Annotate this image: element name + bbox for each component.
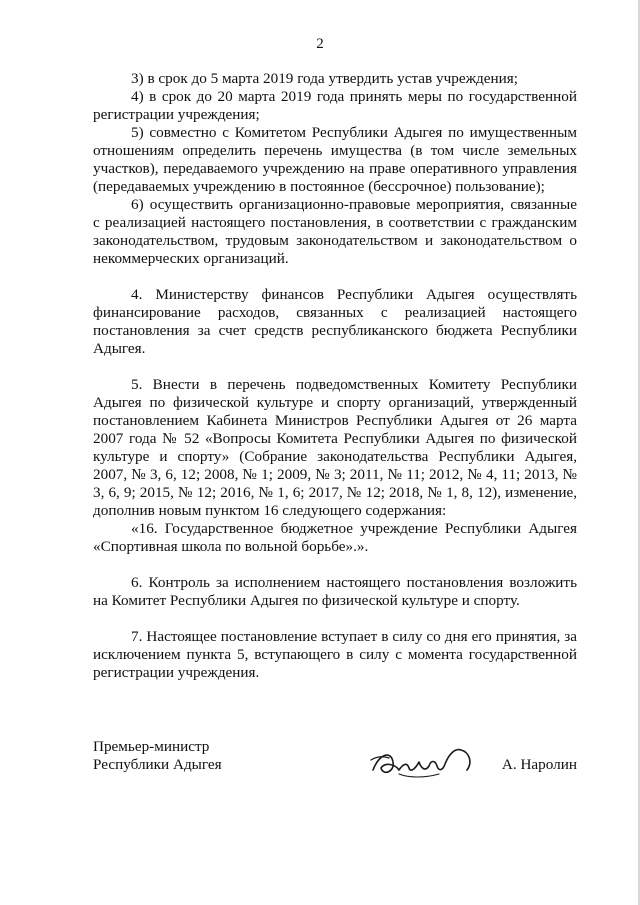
signer-position [93, 738, 222, 774]
paragraph-point-5: 5. Внести в перечень подведомственных Комитету Республики Адыгея по физической культуре и спорту организаций, утвержденный постановлением Кабинета Министров Республики Адыгея от 26 марта 2007 года № 52 «Вопросы Комитета Республики Адыгея по физической культуре и спорту» (Собрание законодательства Республики Адыгея, 2007, № 3, 6, 12; 2008, № 1; 2009, № 3; 2011, № 11; 2012, № 4, 11; 2013, № 3, 6, 9; 2015, № 12; 2016, № 1, 6; 2017, № 12; 2018, № 1, 8, 12), изменение, дополнив новым пунктом 16 следующего содержания: [93, 376, 577, 519]
paragraph-item-3: 3) в срок до 5 марта 2019 года утвердить устав учреждения; [131, 70, 518, 87]
paragraph-item-4: 4) в срок до 20 марта 2019 года принять меры по государственной регистрации учреждения; [93, 88, 577, 123]
signer-position-line2: Республики Адыгея [93, 756, 222, 773]
handwritten-signature [369, 740, 479, 784]
page-number: 2 [316, 36, 324, 52]
paragraph-point-6: 6. Контроль за исполнением настоящего постановления возложить на Комитет Республики Адыгея по физической культуре и спорту. [93, 574, 577, 609]
signer-position-line1: Премьер-министр [93, 738, 210, 755]
signer-name: А. Наролин [501, 756, 577, 773]
paragraph-item-6: 6) осуществить организационно-правовые мероприятия, связанные с реализацией настоящего постановления, в соответствии с гражданским законодательством, трудовым законодательством и законодательством о некоммерческих организаций. [93, 196, 577, 267]
paragraph-item-5: 5) совместно с Комитетом Республики Адыгея по имущественным отношениям определить перечень имущества (в том числе земельных участков), передаваемого учреждению на праве оперативного управления (передаваемых учреждению в постоянное (бессрочное) пользование); [93, 124, 577, 195]
paragraph-point-16-quote: «16. Государственное бюджетное учреждение Республики Адыгея «Спортивная школа по вольной борьбе».». [93, 520, 577, 555]
paragraph-point-7: 7. Настоящее постановление вступает в силу со дня его принятия, за исключением пункта 5, вступающего в силу с момента государственной регистрации учреждения. [93, 628, 577, 681]
signature-block [93, 738, 577, 788]
document-body [93, 70, 577, 682]
paragraph-point-4: 4. Министерству финансов Республики Адыгея осуществлять финансирование расходов, связанных с реализацией настоящего постановления за счет средств республиканского бюджета Республики Адыгея. [93, 286, 577, 357]
